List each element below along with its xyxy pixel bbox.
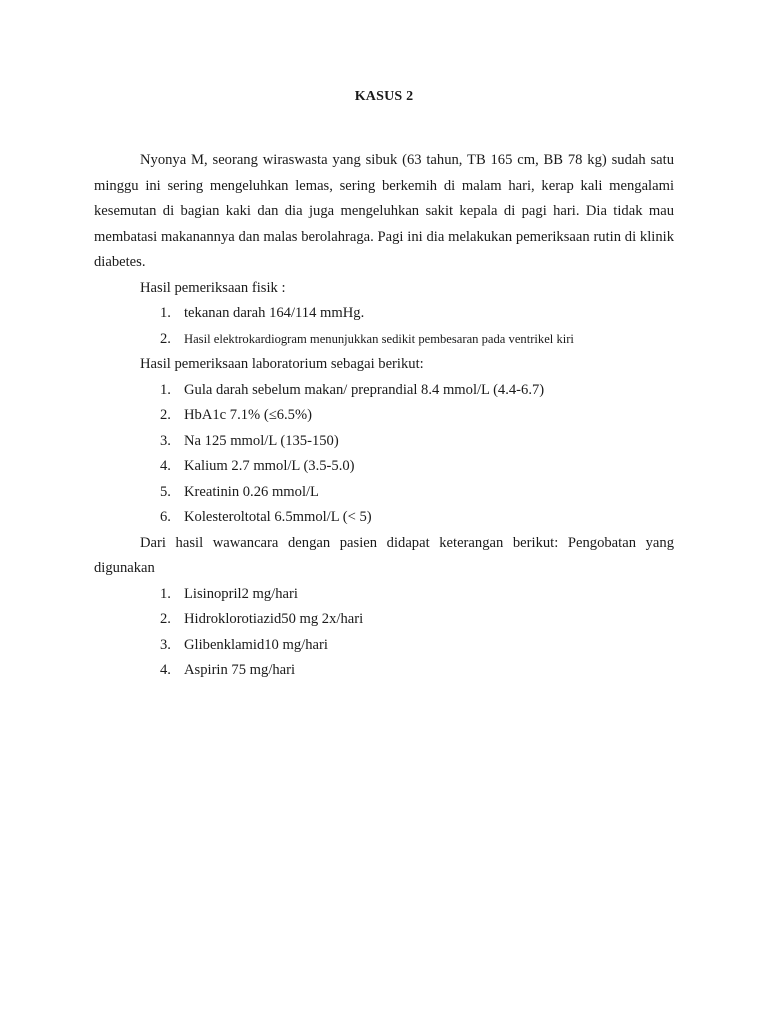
list-item-number: 4.: [160, 662, 171, 678]
list-item: [94, 505, 674, 531]
list-item: [94, 607, 674, 633]
list-item-number: 4.: [160, 458, 171, 474]
list-item-text: Aspirin 75 mg/hari: [184, 662, 296, 678]
list-item-number: 5.: [160, 483, 171, 500]
intro-paragraph: Nyonya M, seorang wiraswasta yang sibuk (63 tahun, TB 165 cm, BB 78 kg) sudah satu minggu ini sering mengeluhkan lemas, sering berkemih di malam hari, kerap kali mengalami kesemutan di bagian kaki dan dia juga mengeluhkan sakit kepala di pagi hari. Dia tidak mau membatasi makanannya dan malas berolahraga. Pagi ini dia melakukan pemeriksaan rutin di klinik diabetes.: [94, 152, 674, 270]
list-item-number: 2.: [160, 611, 171, 627]
physical-exam-heading: Hasil pemeriksaan fisik :: [140, 279, 286, 296]
list-item-number: 1.: [160, 381, 171, 398]
list-item-number: 1.: [160, 585, 171, 602]
list-item-text: Glibenklamid10 mg/hari: [184, 636, 328, 653]
list-item-text: Gula darah sebelum makan/ preprandial 8.4 mmol/L (4.4-6.7): [184, 381, 545, 398]
interview-paragraph: Dari hasil wawancara dengan pasien didapat keterangan berikut: Pengobatan yang digunakan: [94, 534, 674, 576]
list-item: [94, 480, 674, 506]
list-item-text: tekanan darah 164/114 mmHg.: [184, 305, 365, 321]
list-item-number: 2.: [160, 407, 171, 423]
lab-exam-list: [94, 378, 674, 531]
list-item: [94, 633, 674, 659]
physical-exam-list: [94, 301, 674, 352]
medication-list: [94, 582, 674, 684]
list-item: [94, 327, 674, 353]
list-item-number: 1.: [160, 305, 171, 321]
page-title: KASUS 2: [354, 89, 414, 104]
list-item: [94, 378, 674, 404]
list-item: [94, 403, 674, 429]
list-item: [94, 429, 674, 455]
list-item: [94, 582, 674, 608]
list-item-text: HbA1c 7.1% (≤6.5%): [184, 407, 312, 423]
list-item-text: Na 125 mmol/L (135-150): [184, 432, 339, 449]
list-item-text: Kreatinin 0.26 mmol/L: [184, 483, 319, 500]
list-item-number: 3.: [160, 636, 171, 653]
list-item-text: Kolesteroltotal 6.5mmol/L (< 5): [184, 509, 372, 525]
list-item-number: 6.: [160, 509, 171, 525]
lab-exam-heading: Hasil pemeriksaan laboratorium sebagai berikut:: [140, 356, 424, 372]
list-item-text: Hidroklorotiazid50 mg 2x/hari: [184, 611, 364, 627]
list-item: [94, 658, 674, 684]
list-item: [94, 454, 674, 480]
list-item-number: 3.: [160, 432, 171, 449]
list-item-text: Lisinopril2 mg/hari: [184, 585, 298, 602]
list-item-text: Hasil elektrokardiogram menunjukkan sedikit pembesaran pada ventrikel kiri: [184, 331, 574, 346]
list-item: [94, 301, 674, 327]
list-item-number: 2.: [160, 330, 171, 347]
list-item-text: Kalium 2.7 mmol/L (3.5-5.0): [184, 458, 355, 474]
